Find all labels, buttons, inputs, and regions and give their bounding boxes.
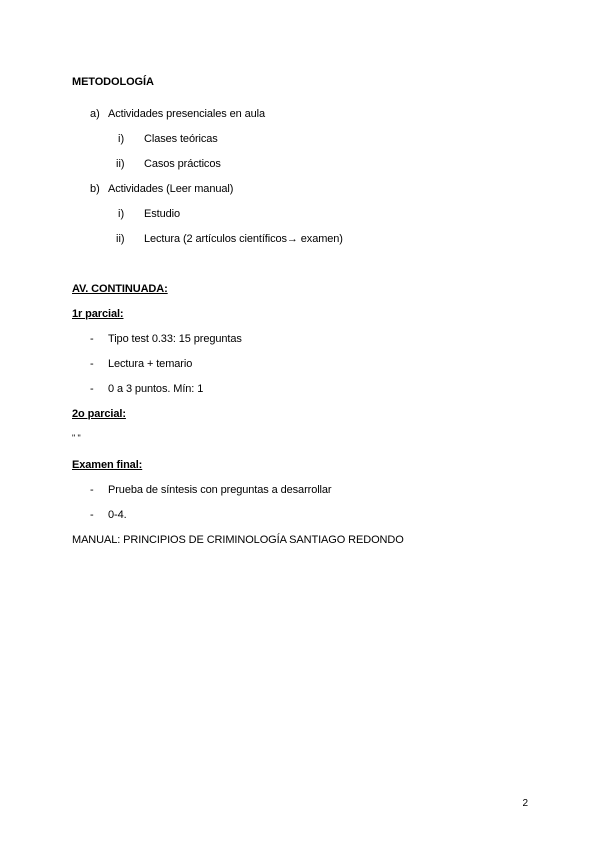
page-number: 2 bbox=[522, 798, 528, 809]
item-a-label: Actividades presenciales en aula bbox=[108, 108, 266, 120]
item-b-label: Actividades (Leer manual) bbox=[108, 183, 234, 195]
item-a-ii-label: Casos prácticos bbox=[144, 158, 221, 170]
item-a-i-label: Clases teóricas bbox=[144, 133, 218, 145]
item-a-ii-marker: ii) bbox=[116, 158, 125, 170]
parcial1-bullet-1-marker: - bbox=[90, 333, 94, 345]
parcial1-bullet-3-label: 0 a 3 puntos. Mín: 1 bbox=[108, 383, 204, 395]
examen-bullet-1-marker: - bbox=[90, 484, 94, 496]
parcial1-bullet-3-marker: - bbox=[90, 383, 94, 395]
examen-final-heading: Examen final: bbox=[72, 459, 143, 471]
item-a-i-marker: i) bbox=[118, 133, 125, 145]
item-b-i-marker: i) bbox=[118, 208, 125, 220]
parcial1-bullet-2-marker: - bbox=[90, 358, 94, 370]
parcial2-heading: 2o parcial: bbox=[72, 408, 126, 420]
parcial1-bullet-2-label: Lectura + temario bbox=[108, 358, 193, 370]
item-a-marker: a) bbox=[90, 108, 100, 120]
item-b-marker: b) bbox=[90, 183, 100, 195]
parcial1-bullet-1-label: Tipo test 0.33: 15 preguntas bbox=[108, 333, 242, 345]
metodologia-title: METODOLOGÍA bbox=[72, 76, 154, 88]
manual-line: MANUAL: PRINCIPIOS DE CRIMINOLOGÍA SANTIAGO REDONDO bbox=[72, 534, 404, 546]
parcial1-heading: 1r parcial: bbox=[72, 308, 124, 320]
examen-bullet-2-marker: - bbox=[90, 509, 94, 521]
parcial2-note: " " bbox=[72, 433, 81, 443]
av-continuada-title: AV. CONTINUADA: bbox=[72, 283, 168, 295]
item-b-ii-marker: ii) bbox=[116, 233, 125, 245]
item-b-ii-label: Lectura (2 artículos científicos→ examen) bbox=[144, 233, 343, 245]
examen-bullet-1-label: Prueba de síntesis con preguntas a desarrollar bbox=[108, 484, 332, 496]
examen-bullet-2-label: 0-4. bbox=[108, 509, 127, 521]
item-b-i-label: Estudio bbox=[144, 208, 180, 220]
